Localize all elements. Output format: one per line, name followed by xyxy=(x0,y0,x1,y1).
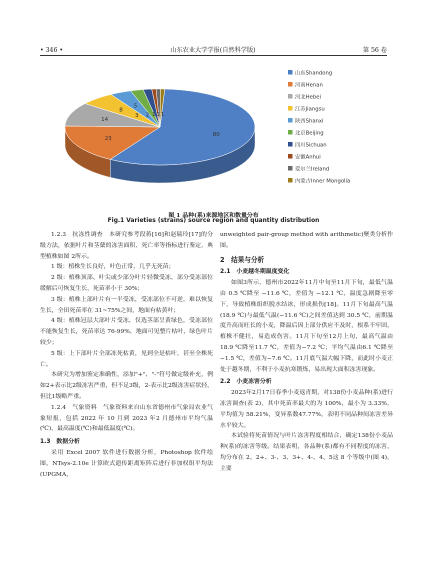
pie-value-label: 1 xyxy=(160,112,165,118)
legend-swatch xyxy=(288,82,293,87)
legend-swatch xyxy=(288,166,293,171)
legend-label: 四川Sichuan xyxy=(295,142,327,149)
right-column xyxy=(220,230,393,475)
legend-swatch xyxy=(288,178,293,183)
legend-label: 陕西Shanxi xyxy=(295,118,324,125)
pie-value-label: 3 xyxy=(135,113,139,120)
paragraph: unweighted pair-group method with arithmetic)聚类分析作图。 xyxy=(220,232,393,249)
figure-caption-cn: 图 1 品种(系)来源地区和数量分布 xyxy=(168,212,259,219)
pie-value-label: 1 xyxy=(156,112,161,118)
section-heading: 1.3 数据分析 xyxy=(40,439,80,446)
paragraph: 5 级：上下部叶片全部冻死枯黄，见到全是枯叶，甚至全株死亡。 xyxy=(40,350,213,368)
paragraph: 4 级：植株冠层大部叶片受冻，仅选茎部呈黄绿色，受冻部位不能恢复生长，死苗率达 76-99%，地面可见整片枯叶，绿色叶片较少； xyxy=(40,318,213,346)
pie-value-label: 2 xyxy=(145,112,150,119)
paragraph: 1 级：植株生长良好，叶色正常，几乎无死苗； xyxy=(51,264,175,271)
section-heading: 2.2 小麦冻害分析 xyxy=(220,379,272,386)
legend-swatch xyxy=(288,118,293,123)
legend-label: 河南Henan xyxy=(295,82,323,89)
paragraph: 本研究为增加鉴定准确性，添加"+"、"-"符号做定级补充，例如2+表示比2级冻害严重，但不足3级，2-表示比2级冻害症状轻，但比1级略严重。 xyxy=(40,372,213,400)
legend-swatch xyxy=(288,142,293,147)
pie-value-label: 1 xyxy=(152,112,156,119)
page-header xyxy=(40,42,387,54)
legend-swatch xyxy=(288,154,293,159)
paragraph: 如图3所示，德州市2022年11月中旬至11月下旬，最低气温由 0.5 ℃降至 −11.6 ℃，差值为 −12.1 ℃，温度急剧降至零下，导致植株组织脱水结冰，形成损伤[18]。11月下旬最高气温(18.9 ℃)与最低气温(−11.6 ℃)之间差值达到 30.5 ℃，前期温度升高而旺长的小麦，降温后因上部分供应不及时，根系不牢固，植株不健壮，易造成伤害。11月下旬至12月上旬，最高气温由18.9 ℃降至11.7 ℃，差值为−7.2 ℃；平均气温由6.1 ℃降至−1.5 ℃，差值为−7.6 ℃。11月底气温大幅下降，而此时小麦正处于越冬期，不利于小麦抗寒锻炼，易出现大面积冻害现象。 xyxy=(220,280,393,373)
section-heading: 2.1 小麦越冬期温度变化 xyxy=(220,269,290,276)
paragraph: 采用 Excel 2007 软件进行数据分析，Photoshop 软件绘图，NTsys-2.10e 计算欧式遗传距离矩阵后进行非加权组平均法(UPGMA， xyxy=(40,449,213,478)
legend-label: 北京Beijing xyxy=(295,130,324,137)
journal-name: 山东农业大学学报(自然科学版) xyxy=(170,47,256,54)
paragraph: 2 级：植株顶部、叶尖或少部分叶片轻微受冻，部分受冻部位缓解后可恢复生长，死苗率小于 30%； xyxy=(40,275,213,292)
legend-swatch xyxy=(288,130,293,135)
pie-value-label: 23 xyxy=(104,136,112,143)
paragraph: 1.2.3 抗冻性调查 本研究参考段蒋[16]和赵瑞玲[17]的分级方法，依据叶片和茎蘖的冻害面积、死亡率等指标进行鉴定，典型植株如图 2所示。 xyxy=(40,232,213,260)
legend-label: 江苏Jiangsu xyxy=(295,106,325,113)
pie-value-label: 8 xyxy=(119,107,123,114)
pie-value-label: 14 xyxy=(101,117,109,123)
paragraph: 本试验将死苗情况与叶片冻害程度相结合，确定138份小麦品种(系)的冻害等级。结果表明，各品种(系)都有不同程度的冻害，均分布在 2、2+、3-、3、3+、4-、4、5这 8 个等级中(图 4)，主要 xyxy=(220,433,393,472)
legend-label: 爱尔兰Ireland xyxy=(295,166,330,173)
legend-label: 山东Shandong xyxy=(295,70,333,77)
pie-value-label: 5 xyxy=(133,103,138,110)
legend-label: 安徽Anhui xyxy=(295,154,321,161)
paragraph: 3 级：植株上部叶片有一半受冻，受冻部位不可逆，难以恢复生长，全田死苗率在 31~75%之间，地面有枯黄叶； xyxy=(40,296,213,314)
paragraph: 2023年2月17日春季小麦返青期，对138份小麦品种(系)进行冻害调查(表 2)，其中死苗率最大的为 100%，最小为 3.33%，平均值为 58.21%，变异系数47.77%，表明不同品种间冻害差异水平较大。 xyxy=(220,390,393,429)
header-rule xyxy=(40,55,387,56)
legend-label: 河北Hebei xyxy=(295,94,321,101)
legend-swatch xyxy=(288,106,293,111)
legend-label: 内蒙古Inner Mongolia xyxy=(295,178,351,185)
figure-caption-en: Fig.1 Varieties (strains) source region and quantity distribution xyxy=(107,218,320,224)
left-column xyxy=(40,230,213,480)
pie-top xyxy=(65,89,255,165)
pie-value-label: 80 xyxy=(212,132,220,138)
volume-number: 第 56 卷 xyxy=(362,47,387,54)
page-number: • 346 • xyxy=(40,47,64,54)
legend-swatch xyxy=(288,94,293,99)
paragraph: 1.2.4 气象资料 气象资料来自山东省德州市气象局农业气象短报，包括 2022 年 10 月到 2023 年2 月德州市平均气温(℃)、最高温度(℃)和最低温度(℃)。 xyxy=(40,404,213,433)
legend-swatch xyxy=(288,70,293,75)
section-heading: 2 结果与分析 xyxy=(220,255,265,264)
pie-chart-figure xyxy=(40,62,387,210)
